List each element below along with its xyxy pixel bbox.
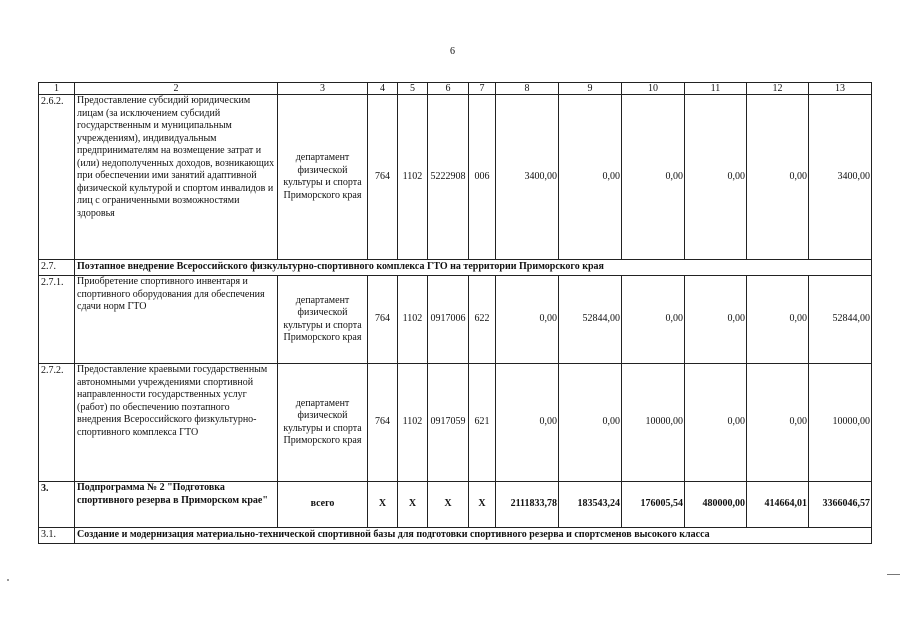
- row-c4: 764: [368, 95, 398, 260]
- row-c9: 52844,00: [559, 276, 622, 364]
- row-c7: 006: [469, 95, 496, 260]
- row-c12: 0,00: [747, 95, 809, 260]
- row-c13: 3400,00: [809, 95, 872, 260]
- row-c7: X: [469, 482, 496, 528]
- row-c13: 10000,00: [809, 364, 872, 482]
- header-cell: 5: [398, 83, 428, 95]
- row-c7: 622: [469, 276, 496, 364]
- row-c12: 0,00: [747, 364, 809, 482]
- row-c10: 176005,54: [622, 482, 685, 528]
- section-title: Поэтапное внедрение Всероссийского физкультурно-спортивного комплекса ГТО на территории Приморского края: [75, 260, 872, 276]
- row-code: 2.7.: [39, 260, 75, 276]
- row-executor: департамент физической культуры и спорта Приморского края: [278, 276, 368, 364]
- row-c5: X: [398, 482, 428, 528]
- row-c8: 0,00: [496, 276, 559, 364]
- margin-mark: [887, 574, 900, 575]
- row-description: Подпрограмма № 2 "Подготовка спортивного резерва в Приморском крае": [75, 482, 278, 528]
- header-cell: 13: [809, 83, 872, 95]
- row-c6: 0917059: [428, 364, 469, 482]
- row-description: Предоставление краевыми государственным автономными учреждениями спортивной направленности государственных услуг (работ) по обеспечению поэтапного внедрения Всероссийского физкультурно-спортивного комплекса ГТО: [75, 364, 278, 482]
- row-c8: 3400,00: [496, 95, 559, 260]
- header-cell: 8: [496, 83, 559, 95]
- row-c11: 0,00: [685, 95, 747, 260]
- row-c11: 0,00: [685, 276, 747, 364]
- table-row: [39, 276, 872, 364]
- section-title: Создание и модернизация материально-технической спортивной базы для подготовки спортивного резерва и спортсменов высокого класса: [75, 528, 872, 544]
- header-cell: 12: [747, 83, 809, 95]
- row-executor: всего: [278, 482, 368, 528]
- row-code: 2.7.2.: [39, 364, 75, 482]
- row-c9: 0,00: [559, 95, 622, 260]
- row-code: 2.6.2.: [39, 95, 75, 260]
- row-executor: департамент физической культуры и спорта Приморского края: [278, 364, 368, 482]
- budget-table: [38, 82, 872, 544]
- header-cell: 2: [75, 83, 278, 95]
- row-code: 2.7.1.: [39, 276, 75, 364]
- table-row: [39, 364, 872, 482]
- row-description: Приобретение спортивного инвентаря и спортивного оборудования для обеспечения сдачи норм ГТО: [75, 276, 278, 364]
- row-c10: 10000,00: [622, 364, 685, 482]
- header-cell: 6: [428, 83, 469, 95]
- row-c6: 0917006: [428, 276, 469, 364]
- row-c8: 2111833,78: [496, 482, 559, 528]
- header-cell: 1: [39, 83, 75, 95]
- scan-speck: [7, 579, 9, 581]
- row-c13: 52844,00: [809, 276, 872, 364]
- header-cell: 9: [559, 83, 622, 95]
- row-description: Предоставление субсидий юридическим лицам (за исключением субсидий государственным и муниципальным учреждениям), индивидуальным предпринимателям на возмещение затрат и (или) недополученных доходов, возникающих при обеспечении ими занятий адаптивной физической культурой и спортом инвалидов и лиц с ограниченными возможностями здоровья: [75, 95, 278, 260]
- header-cell: 10: [622, 83, 685, 95]
- row-c11: 480000,00: [685, 482, 747, 528]
- row-c5: 1102: [398, 276, 428, 364]
- header-cell: 4: [368, 83, 398, 95]
- row-c10: 0,00: [622, 95, 685, 260]
- row-c6: X: [428, 482, 469, 528]
- row-c13: 3366046,57: [809, 482, 872, 528]
- row-c11: 0,00: [685, 364, 747, 482]
- row-c4: 764: [368, 364, 398, 482]
- row-c9: 0,00: [559, 364, 622, 482]
- header-cell: 3: [278, 83, 368, 95]
- header-row: [39, 83, 872, 95]
- subprogram-row: [39, 482, 872, 528]
- page-number: 6: [450, 46, 455, 57]
- row-c4: 764: [368, 276, 398, 364]
- row-c5: 1102: [398, 95, 428, 260]
- row-c6: 5222908: [428, 95, 469, 260]
- row-code: 3.1.: [39, 528, 75, 544]
- row-c12: 414664,01: [747, 482, 809, 528]
- row-c8: 0,00: [496, 364, 559, 482]
- row-c10: 0,00: [622, 276, 685, 364]
- header-cell: 7: [469, 83, 496, 95]
- row-c4: X: [368, 482, 398, 528]
- section-row: [39, 528, 872, 544]
- row-executor: департамент физической культуры и спорта Приморского края: [278, 95, 368, 260]
- row-c7: 621: [469, 364, 496, 482]
- row-c12: 0,00: [747, 276, 809, 364]
- table-row: [39, 95, 872, 260]
- section-row: [39, 260, 872, 276]
- header-cell: 11: [685, 83, 747, 95]
- row-c5: 1102: [398, 364, 428, 482]
- row-code: 3.: [39, 482, 75, 528]
- row-c9: 183543,24: [559, 482, 622, 528]
